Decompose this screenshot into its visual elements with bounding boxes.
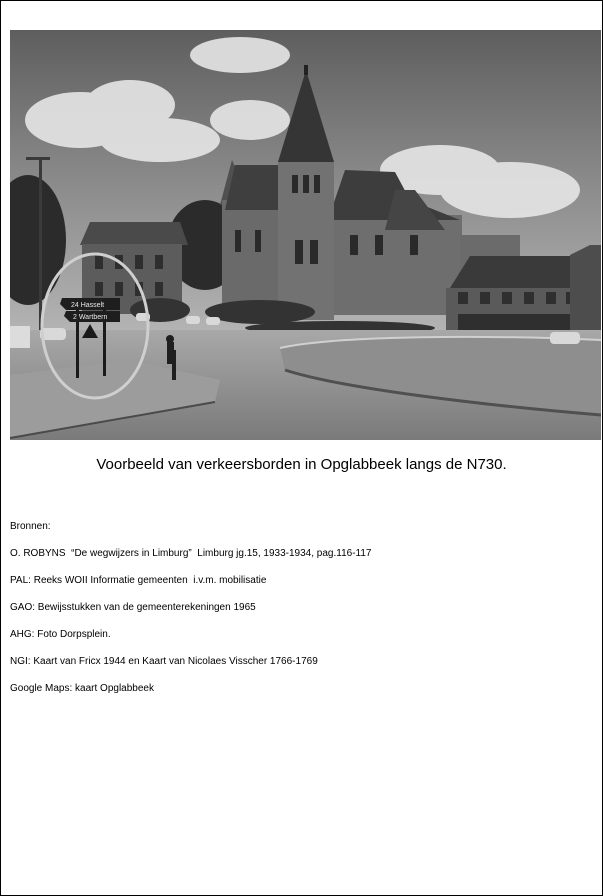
village-square-photo [10, 30, 601, 440]
source-item: PAL: Reeks WOII Informatie gemeenten i.v.m. mobilisatie [10, 575, 267, 586]
source-item: NGI: Kaart van Fricx 1944 en Kaart van Nicolaes Visscher 1766-1769 [10, 656, 318, 667]
sign-wartbern-text: 2 Wartbern [73, 314, 108, 321]
sign-hasselt-text: 24 Hasselt [71, 302, 105, 309]
source-item: GAO: Bewijsstukken van de gemeenterekeningen 1965 [10, 602, 256, 613]
sources-heading: Bronnen: [10, 521, 51, 532]
source-item: Google Maps: kaart Opglabbeek [10, 683, 154, 694]
source-item: AHG: Foto Dorpsplein. [10, 629, 111, 640]
sources-list [10, 521, 590, 710]
source-item: O. ROBYNS “De wegwijzers in Limburg” Limburg jg.15, 1933-1934, pag.116-117 [10, 548, 372, 559]
photo-caption: Voorbeeld van verkeersborden in Opglabbeek langs de N730. [96, 456, 507, 473]
